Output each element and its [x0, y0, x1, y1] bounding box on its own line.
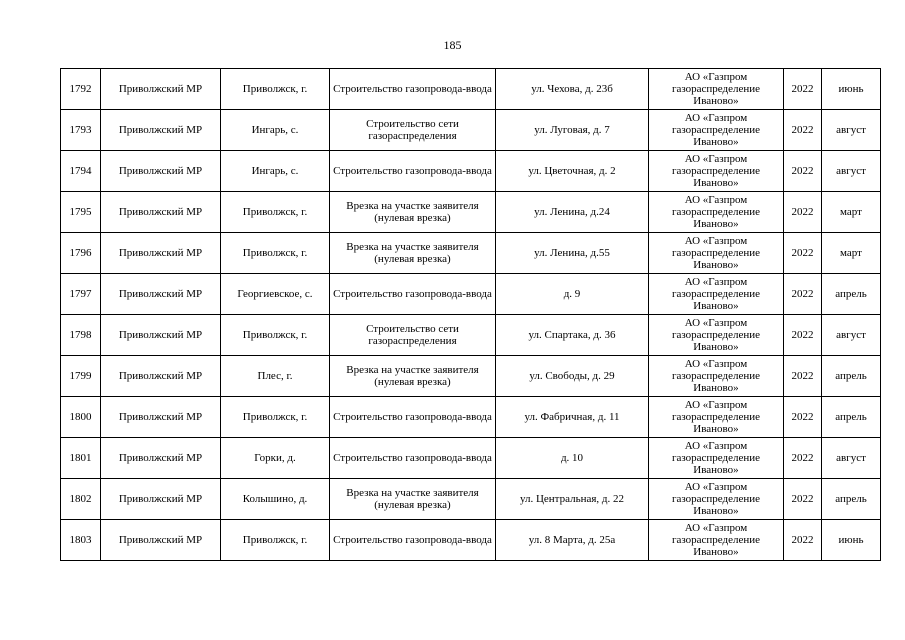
address-cell: д. 9: [496, 274, 649, 315]
locality-cell: Колышино, д.: [221, 479, 330, 520]
locality-cell: Плес, г.: [221, 356, 330, 397]
district-cell: Приволжский МР: [101, 192, 221, 233]
month-cell: август: [822, 151, 881, 192]
locality-cell: Приволжск, г.: [221, 315, 330, 356]
locality-cell: Горки, д.: [221, 438, 330, 479]
district-cell: Приволжский МР: [101, 274, 221, 315]
page-number: 185: [443, 38, 462, 52]
district-cell: Приволжский МР: [101, 479, 221, 520]
address-cell: ул. 8 Марта, д. 25а: [496, 520, 649, 561]
table-row: [61, 110, 881, 151]
district-cell: Приволжский МР: [101, 438, 221, 479]
table-row: [61, 315, 881, 356]
address-cell: ул. Ленина, д.55: [496, 233, 649, 274]
table-row: [61, 397, 881, 438]
locality-cell: Георгиевское, с.: [221, 274, 330, 315]
month-cell: март: [822, 192, 881, 233]
locality-cell: Ингарь, с.: [221, 151, 330, 192]
locality-cell: Ингарь, с.: [221, 110, 330, 151]
month-cell: август: [822, 315, 881, 356]
locality-cell: Приволжск, г.: [221, 520, 330, 561]
month-cell: июнь: [822, 69, 881, 110]
row-number-cell: 1802: [61, 479, 101, 520]
month-cell: апрель: [822, 397, 881, 438]
locality-cell: Приволжск, г.: [221, 233, 330, 274]
district-cell: Приволжский МР: [101, 69, 221, 110]
organization-cell: АО «Газпром газораспределение Иваново»: [649, 110, 784, 151]
year-cell: 2022: [784, 151, 822, 192]
address-cell: ул. Спартака, д. 36: [496, 315, 649, 356]
work-type-cell: Строительство газопровода-ввода: [330, 397, 496, 438]
organization-cell: АО «Газпром газораспределение Иваново»: [649, 438, 784, 479]
year-cell: 2022: [784, 110, 822, 151]
month-cell: август: [822, 438, 881, 479]
organization-cell: АО «Газпром газораспределение Иваново»: [649, 192, 784, 233]
month-cell: апрель: [822, 356, 881, 397]
row-number-cell: 1792: [61, 69, 101, 110]
row-number-cell: 1793: [61, 110, 101, 151]
work-type-cell: Врезка на участке заявителя (нулевая врезка): [330, 356, 496, 397]
table-row: [61, 479, 881, 520]
work-type-cell: Врезка на участке заявителя (нулевая врезка): [330, 192, 496, 233]
work-type-cell: Строительство сети газораспределения: [330, 315, 496, 356]
work-type-cell: Строительство газопровода-ввода: [330, 274, 496, 315]
table-row: [61, 274, 881, 315]
work-type-cell: Врезка на участке заявителя (нулевая врезка): [330, 233, 496, 274]
row-number-cell: 1798: [61, 315, 101, 356]
year-cell: 2022: [784, 397, 822, 438]
district-cell: Приволжский МР: [101, 315, 221, 356]
organization-cell: АО «Газпром газораспределение Иваново»: [649, 520, 784, 561]
year-cell: 2022: [784, 438, 822, 479]
year-cell: 2022: [784, 192, 822, 233]
locality-cell: Приволжск, г.: [221, 397, 330, 438]
organization-cell: АО «Газпром газораспределение Иваново»: [649, 356, 784, 397]
row-number-cell: 1795: [61, 192, 101, 233]
year-cell: 2022: [784, 233, 822, 274]
table-row: [61, 520, 881, 561]
address-cell: ул. Цветочная, д. 2: [496, 151, 649, 192]
organization-cell: АО «Газпром газораспределение Иваново»: [649, 69, 784, 110]
district-cell: Приволжский МР: [101, 520, 221, 561]
row-number-cell: 1801: [61, 438, 101, 479]
table-body: [61, 69, 881, 561]
work-type-cell: Строительство газопровода-ввода: [330, 69, 496, 110]
year-cell: 2022: [784, 315, 822, 356]
district-cell: Приволжский МР: [101, 233, 221, 274]
year-cell: 2022: [784, 69, 822, 110]
row-number-cell: 1799: [61, 356, 101, 397]
table-row: [61, 233, 881, 274]
work-type-cell: Врезка на участке заявителя (нулевая врезка): [330, 479, 496, 520]
month-cell: апрель: [822, 274, 881, 315]
work-type-cell: Строительство газопровода-ввода: [330, 151, 496, 192]
work-type-cell: Строительство газопровода-ввода: [330, 520, 496, 561]
district-cell: Приволжский МР: [101, 356, 221, 397]
district-cell: Приволжский МР: [101, 110, 221, 151]
row-number-cell: 1800: [61, 397, 101, 438]
organization-cell: АО «Газпром газораспределение Иваново»: [649, 151, 784, 192]
organization-cell: АО «Газпром газораспределение Иваново»: [649, 274, 784, 315]
month-cell: июнь: [822, 520, 881, 561]
work-type-cell: Строительство газопровода-ввода: [330, 438, 496, 479]
row-number-cell: 1796: [61, 233, 101, 274]
year-cell: 2022: [784, 520, 822, 561]
locality-cell: Приволжск, г.: [221, 192, 330, 233]
data-table: [60, 68, 881, 561]
address-cell: ул. Центральная, д. 22: [496, 479, 649, 520]
month-cell: август: [822, 110, 881, 151]
address-cell: ул. Чехова, д. 23б: [496, 69, 649, 110]
year-cell: 2022: [784, 356, 822, 397]
district-cell: Приволжский МР: [101, 397, 221, 438]
year-cell: 2022: [784, 479, 822, 520]
month-cell: март: [822, 233, 881, 274]
address-cell: ул. Луговая, д. 7: [496, 110, 649, 151]
district-cell: Приволжский МР: [101, 151, 221, 192]
address-cell: ул. Свободы, д. 29: [496, 356, 649, 397]
organization-cell: АО «Газпром газораспределение Иваново»: [649, 397, 784, 438]
organization-cell: АО «Газпром газораспределение Иваново»: [649, 233, 784, 274]
organization-cell: АО «Газпром газораспределение Иваново»: [649, 479, 784, 520]
table-row: [61, 438, 881, 479]
row-number-cell: 1794: [61, 151, 101, 192]
row-number-cell: 1797: [61, 274, 101, 315]
row-number-cell: 1803: [61, 520, 101, 561]
address-cell: ул. Фабричная, д. 11: [496, 397, 649, 438]
locality-cell: Приволжск, г.: [221, 69, 330, 110]
table-row: [61, 192, 881, 233]
table-row: [61, 69, 881, 110]
table-row: [61, 151, 881, 192]
month-cell: апрель: [822, 479, 881, 520]
organization-cell: АО «Газпром газораспределение Иваново»: [649, 315, 784, 356]
address-cell: ул. Ленина, д.24: [496, 192, 649, 233]
address-cell: д. 10: [496, 438, 649, 479]
year-cell: 2022: [784, 274, 822, 315]
work-type-cell: Строительство сети газораспределения: [330, 110, 496, 151]
table-row: [61, 356, 881, 397]
